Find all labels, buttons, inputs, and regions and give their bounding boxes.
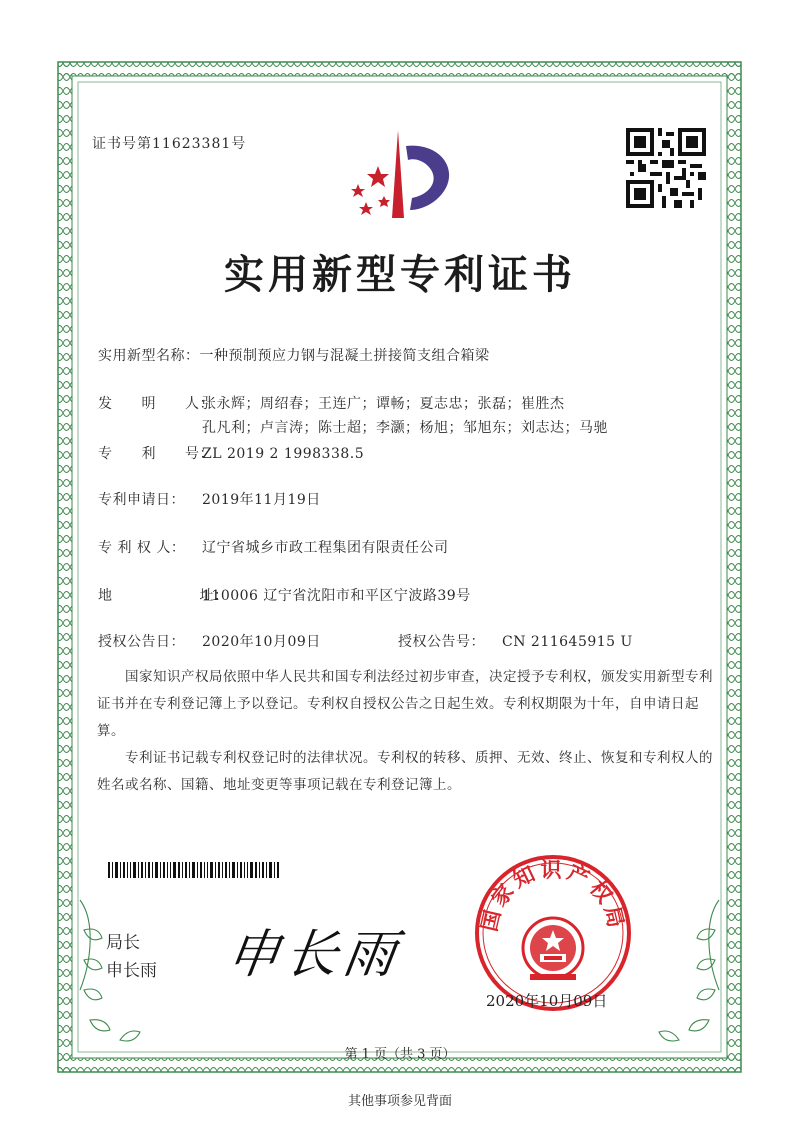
national-emblem-icon	[523, 918, 583, 980]
patentee-value: 辽宁省城乡市政工程集团有限责任公司	[202, 540, 449, 556]
grant-statement-paragraph: 国家知识产权局依照中华人民共和国专利法经过初步审查，决定授予专利权，颁发实用新型专利证书并在专利登记簿上予以登记。专利权自授权公告之日起生效。专利权期限为十年，自申请日起算。	[97, 669, 713, 739]
application-date-row	[98, 489, 321, 509]
grant-date-label: 授权公告日：	[98, 634, 185, 650]
inventor-value-line2: 孔凡利；卢言涛；陈士超；李灏；杨旭；邹旭东；刘志达；马驰	[202, 420, 608, 436]
inventor-row	[98, 393, 565, 413]
grant-number-row	[398, 631, 633, 651]
address-row	[98, 585, 471, 605]
certificate-title: 实用新型专利证书	[224, 252, 576, 298]
patent-number-label: 专 利 号：	[98, 446, 214, 462]
director-title: 局长	[106, 933, 140, 953]
patentee-label: 专 利 权 人：	[98, 540, 186, 556]
director-signature: 申长雨	[223, 925, 406, 985]
patent-number-row	[98, 443, 364, 463]
utility-model-name-label: 实用新型名称：	[98, 348, 200, 364]
barcode-icon	[108, 862, 280, 878]
utility-model-name-row	[98, 345, 490, 365]
address-label: 地 址：	[98, 588, 229, 604]
grant-number-label: 授权公告号：	[398, 634, 485, 650]
patent-number-value: ZL 2019 2 1998338.5	[202, 446, 365, 462]
application-date-value: 2019年11月19日	[202, 492, 321, 508]
patentee-row	[98, 537, 449, 557]
cert-no-value: 11623381	[152, 136, 232, 152]
inventor-row-2	[202, 417, 608, 437]
qr-code-icon	[626, 128, 706, 208]
footer-note: 其他事项参见背面	[347, 1094, 452, 1109]
grant-number-value: CN 211645915 U	[502, 634, 633, 650]
page-number: 第 1 页（共 3 页）	[344, 1047, 456, 1062]
address-value: 110006 辽宁省沈阳市和平区宁波路39号	[202, 588, 471, 604]
seal-date: 2020年10月09日	[486, 992, 608, 1010]
utility-model-name-value: 一种预制预应力钢与混凝土拼接简支组合箱梁	[199, 348, 490, 364]
inventor-label: 发 明 人：	[98, 396, 214, 412]
cert-no-label: 证书号第	[92, 136, 152, 152]
director-name: 申长雨	[106, 961, 157, 981]
seal-text: 国家知识产权局	[477, 858, 629, 934]
grant-date-value: 2020年10月09日	[202, 634, 321, 650]
application-date-label: 专利申请日：	[98, 492, 185, 508]
patent-logo-icon	[336, 128, 462, 220]
grant-date-row	[98, 631, 321, 651]
certificate-number	[92, 133, 246, 153]
inventor-value-line1: 张永辉；周绍春；王连广；谭畅；夏志忠；张磊；崔胜杰	[202, 396, 565, 412]
legal-status-paragraph: 专利证书记载专利权登记时的法律状况。专利权的转移、质押、无效、终止、恢复和专利权人的姓名或名称、国籍、地址变更等事项记载在专利登记簿上。	[97, 750, 713, 793]
cert-no-suffix: 号	[231, 136, 247, 152]
